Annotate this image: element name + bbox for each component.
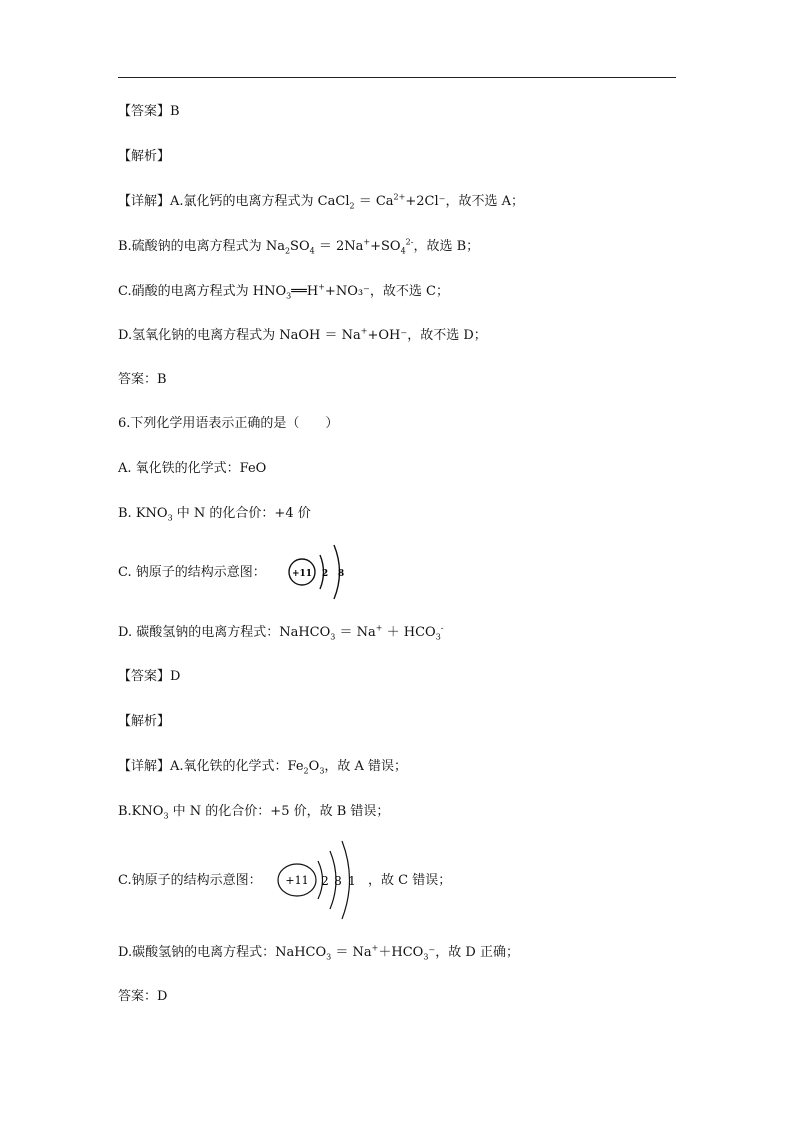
answer-value: D <box>170 669 181 684</box>
subscript: 3 <box>163 811 169 821</box>
detail-c-1 <box>118 283 449 301</box>
text: ＝ Ca <box>354 194 394 209</box>
shell-2-count: 8 <box>334 874 342 888</box>
text: +NO₃⁻，故不选 C； <box>324 284 449 299</box>
text: D.碳酸氢钠的电离方程式：NaHCO <box>118 945 327 960</box>
detail-a-2 <box>118 758 407 776</box>
superscript: + <box>360 326 368 336</box>
text: ，故选 B； <box>413 239 480 254</box>
subscript: 3 <box>286 291 292 301</box>
superscript: 2- <box>405 237 414 247</box>
question-6-stem: 6.下列化学用语表示正确的是（ ） <box>118 416 339 431</box>
text: B.硫酸钠的电离方程式为 Na <box>118 239 285 254</box>
subscript: 4 <box>400 246 406 256</box>
sodium-atom-diagram-option <box>283 541 353 603</box>
option-c <box>118 564 266 582</box>
analysis-heading-1: 【解析】 <box>118 149 171 164</box>
superscript: + <box>371 943 379 953</box>
subscript: 3 <box>423 952 429 962</box>
shell-1-count: 2 <box>321 569 329 579</box>
answer-value: B <box>170 104 180 119</box>
text: +OH⁻，故不选 D； <box>367 328 487 343</box>
final-answer-2: 答案：D <box>118 989 168 1004</box>
text: A.氯化钙的电离方程式为 CaCl <box>170 194 350 209</box>
text: ＋HCO <box>378 945 424 960</box>
detail-a-1 <box>118 193 524 211</box>
answer-line-2 <box>118 668 180 686</box>
text: B. KNO <box>118 506 168 521</box>
shell-3-count: 1 <box>348 874 356 888</box>
subscript: 3 <box>319 766 325 776</box>
sodium-atom-diagram-answer <box>276 839 372 923</box>
text: 中 N 的化合价：+5 价，故 B 错误； <box>168 804 390 819</box>
subscript: 4 <box>309 246 315 256</box>
superscript: + <box>363 237 371 247</box>
text: ＋ HCO <box>382 625 436 640</box>
text: A.氧化铁的化学式：Fe <box>170 759 304 774</box>
text: D.氢氧化钠的电离方程式为 NaOH ＝ Na <box>118 328 361 343</box>
text: O <box>308 759 320 774</box>
text: C. 钠原子的结构示意图： <box>118 565 266 580</box>
final-answer-1: 答案：B <box>118 372 167 387</box>
text: 中 N 的化合价：+4 价 <box>172 506 311 521</box>
analysis-heading-2: 【解析】 <box>118 714 171 729</box>
subscript: 3 <box>326 952 332 962</box>
shell-2-count: 8 <box>337 569 345 579</box>
subscript: 3 <box>435 632 441 642</box>
text: ══H <box>291 284 319 299</box>
text: D. 碳酸氢钠的电离方程式：NaHCO <box>118 625 331 640</box>
superscript: + <box>375 623 383 633</box>
detail-d-2 <box>118 944 519 962</box>
detail-label: 【详解】 <box>118 759 171 774</box>
text: ⁻，故 D 正确； <box>428 945 519 960</box>
nucleus-label: +11 <box>291 569 313 579</box>
option-a: A. 氧化铁的化学式：FeO <box>118 461 267 476</box>
subscript: 2 <box>284 246 291 256</box>
text: +SO <box>370 239 401 254</box>
nucleus-label: +11 <box>285 874 309 887</box>
subscript: 3 <box>330 632 336 642</box>
detail-c-2-suffix: ，故 C 错误； <box>368 873 452 888</box>
shell-1-count: 2 <box>321 874 329 888</box>
text: ，故 A 错误； <box>324 759 408 774</box>
text: C.钠原子的结构示意图： <box>118 873 262 888</box>
detail-label: 【详解】 <box>118 194 171 209</box>
detail-b-1 <box>118 238 479 256</box>
superscript: 2+ <box>393 192 406 202</box>
answer-line-1 <box>118 103 180 121</box>
text: ＝ Na <box>335 625 376 640</box>
detail-b-2 <box>118 803 389 821</box>
detail-c-2 <box>118 872 262 890</box>
text: ＝ Na <box>331 945 372 960</box>
answer-label: 【答案】 <box>118 669 171 684</box>
option-d <box>118 624 444 642</box>
text: +2Cl⁻，故不选 A； <box>405 194 524 209</box>
option-b <box>118 505 311 523</box>
superscript: + <box>318 282 325 292</box>
text: C.硝酸的电离方程式为 HNO <box>118 284 287 299</box>
subscript: 2 <box>303 766 309 776</box>
detail-d-1 <box>118 327 487 345</box>
text: SO <box>290 239 310 254</box>
superscript: - <box>440 623 444 633</box>
answer-label: 【答案】 <box>118 104 171 119</box>
text: B.KNO <box>118 804 164 819</box>
subscript: 3 <box>167 513 173 523</box>
header-rule <box>118 77 676 78</box>
subscript: 2 <box>349 201 355 211</box>
text: ＝ 2Na <box>314 239 364 254</box>
